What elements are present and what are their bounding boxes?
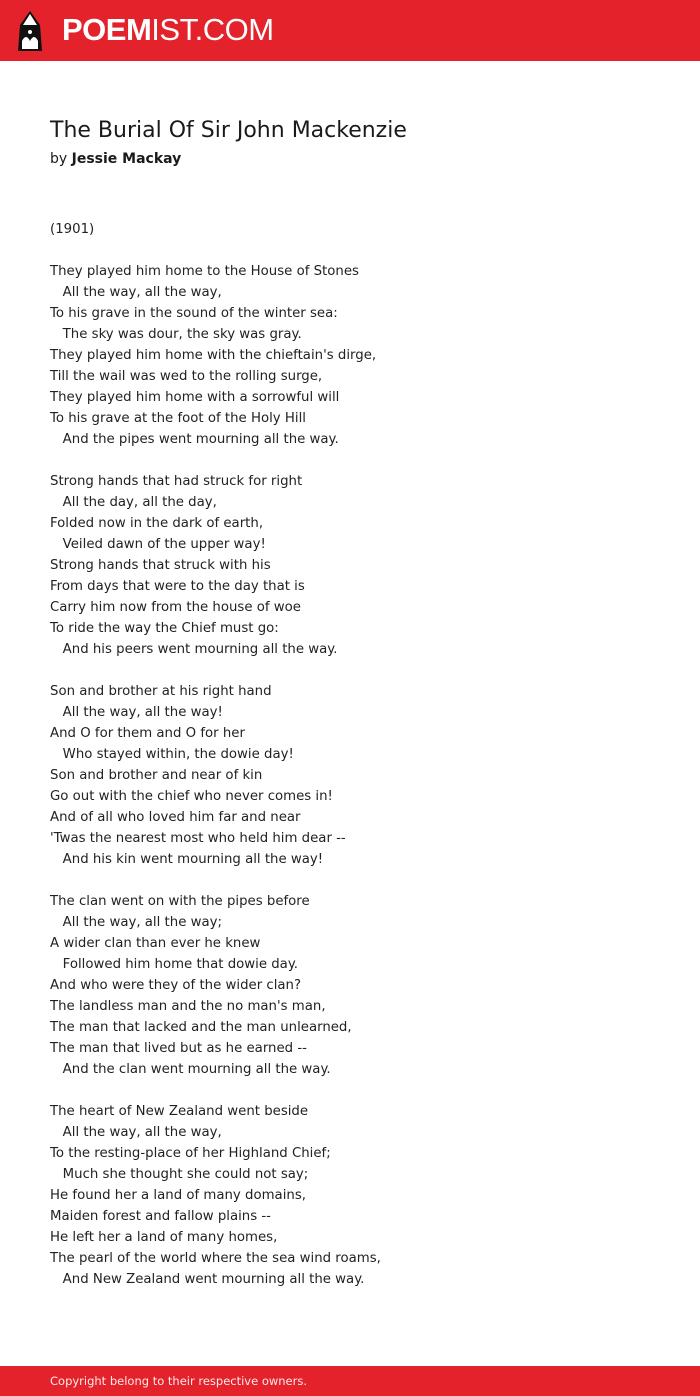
poem-line: The pearl of the world where the sea wind roams, [50,1251,381,1266]
poem-line: The heart of New Zealand went beside [50,1104,309,1119]
poem-line: And O for them and O for her [50,726,245,741]
poem-line: Strong hands that had struck for right [50,474,303,489]
poem-line: Followed him home that dowie day. [50,957,299,972]
poem-line: And his kin went mourning all the way! [50,852,324,867]
poem-line: He left her a land of many homes, [50,1230,278,1245]
poem-line: And of all who loved him far and near [50,810,301,825]
poem-line: Maiden forest and fallow plains -- [50,1209,271,1224]
poem-line: Who stayed within, the dowie day! [50,747,294,762]
poem-line: They played him home with a sorrowful will [50,390,340,405]
poem-line: A wider clan than ever he knew [50,936,261,951]
stanza-break [50,450,670,471]
poem-line: Folded now in the dark of earth, [50,516,264,531]
pen-nib-logo-icon[interactable] [18,11,42,51]
poem-line: The sky was dour, the sky was gray. [50,327,302,342]
poem-line: Carry him now from the house of woe [50,600,301,615]
poem-line: All the day, all the day, [50,495,217,510]
stanza-break [50,870,670,891]
byline [50,149,181,169]
poem-line: He found her a land of many domains, [50,1188,306,1203]
poem-line: They played him home with the chieftain's dirge, [50,348,377,363]
poem-line: To the resting-place of her Highland Chief; [50,1146,331,1161]
by-label: by [50,151,68,167]
poem-line: The landless man and the no man's man, [50,999,326,1014]
poem-line: Veiled dawn of the upper way! [50,537,266,552]
logo-text-light: IST.COM [151,12,274,47]
poem-line: All the way, all the way, [50,285,222,300]
poem-line: Till the wail was wed to the rolling surge, [50,369,323,384]
poem-line: All the way, all the way; [50,915,222,930]
poem-line: All the way, all the way, [50,1125,222,1140]
poem-line: To his grave in the sound of the winter sea: [50,306,338,321]
stanza-break [50,240,670,261]
site-header [0,0,700,61]
stanza-break [50,1080,670,1101]
poem-title: The Burial Of Sir John Mackenzie [50,118,407,143]
poem-line: And New Zealand went mourning all the way. [50,1272,365,1287]
poem-line: The man that lacked and the man unlearned, [50,1020,352,1035]
author-name: Jessie Mackay [71,151,182,167]
poem-line: Son and brother and near of kin [50,768,263,783]
poem-line: To his grave at the foot of the Holy Hill [50,411,306,426]
poem-line: Strong hands that struck with his [50,558,271,573]
poem-line: All the way, all the way! [50,705,223,720]
stanza-break [50,660,670,681]
copyright-text: Copyright belong to their respective owners. [50,1374,308,1388]
poem-line: Son and brother at his right hand [50,684,272,699]
poem-line: Much she thought she could not say; [50,1167,309,1182]
poem-line: To ride the way the Chief must go: [50,621,279,636]
site-logo[interactable] [62,13,274,47]
poem-body [50,219,670,1290]
poem-line: And the pipes went mourning all the way. [50,432,339,447]
poem-line: The man that lived but as he earned -- [50,1041,307,1056]
site-footer [0,1366,700,1396]
poem-line: Go out with the chief who never comes in! [50,789,333,804]
poem-line: And the clan went mourning all the way. [50,1062,331,1077]
poem-line: The clan went on with the pipes before [50,894,310,909]
poem-line: And who were they of the wider clan? [50,978,302,993]
poem-line: From days that were to the day that is [50,579,305,594]
poem-line: (1901) [50,222,95,237]
logo-text-bold: POEM [62,12,152,47]
poem-line: 'Twas the nearest most who held him dear -- [50,831,346,846]
poem-line: They played him home to the House of Stones [50,264,359,279]
poem-line: And his peers went mourning all the way. [50,642,338,657]
